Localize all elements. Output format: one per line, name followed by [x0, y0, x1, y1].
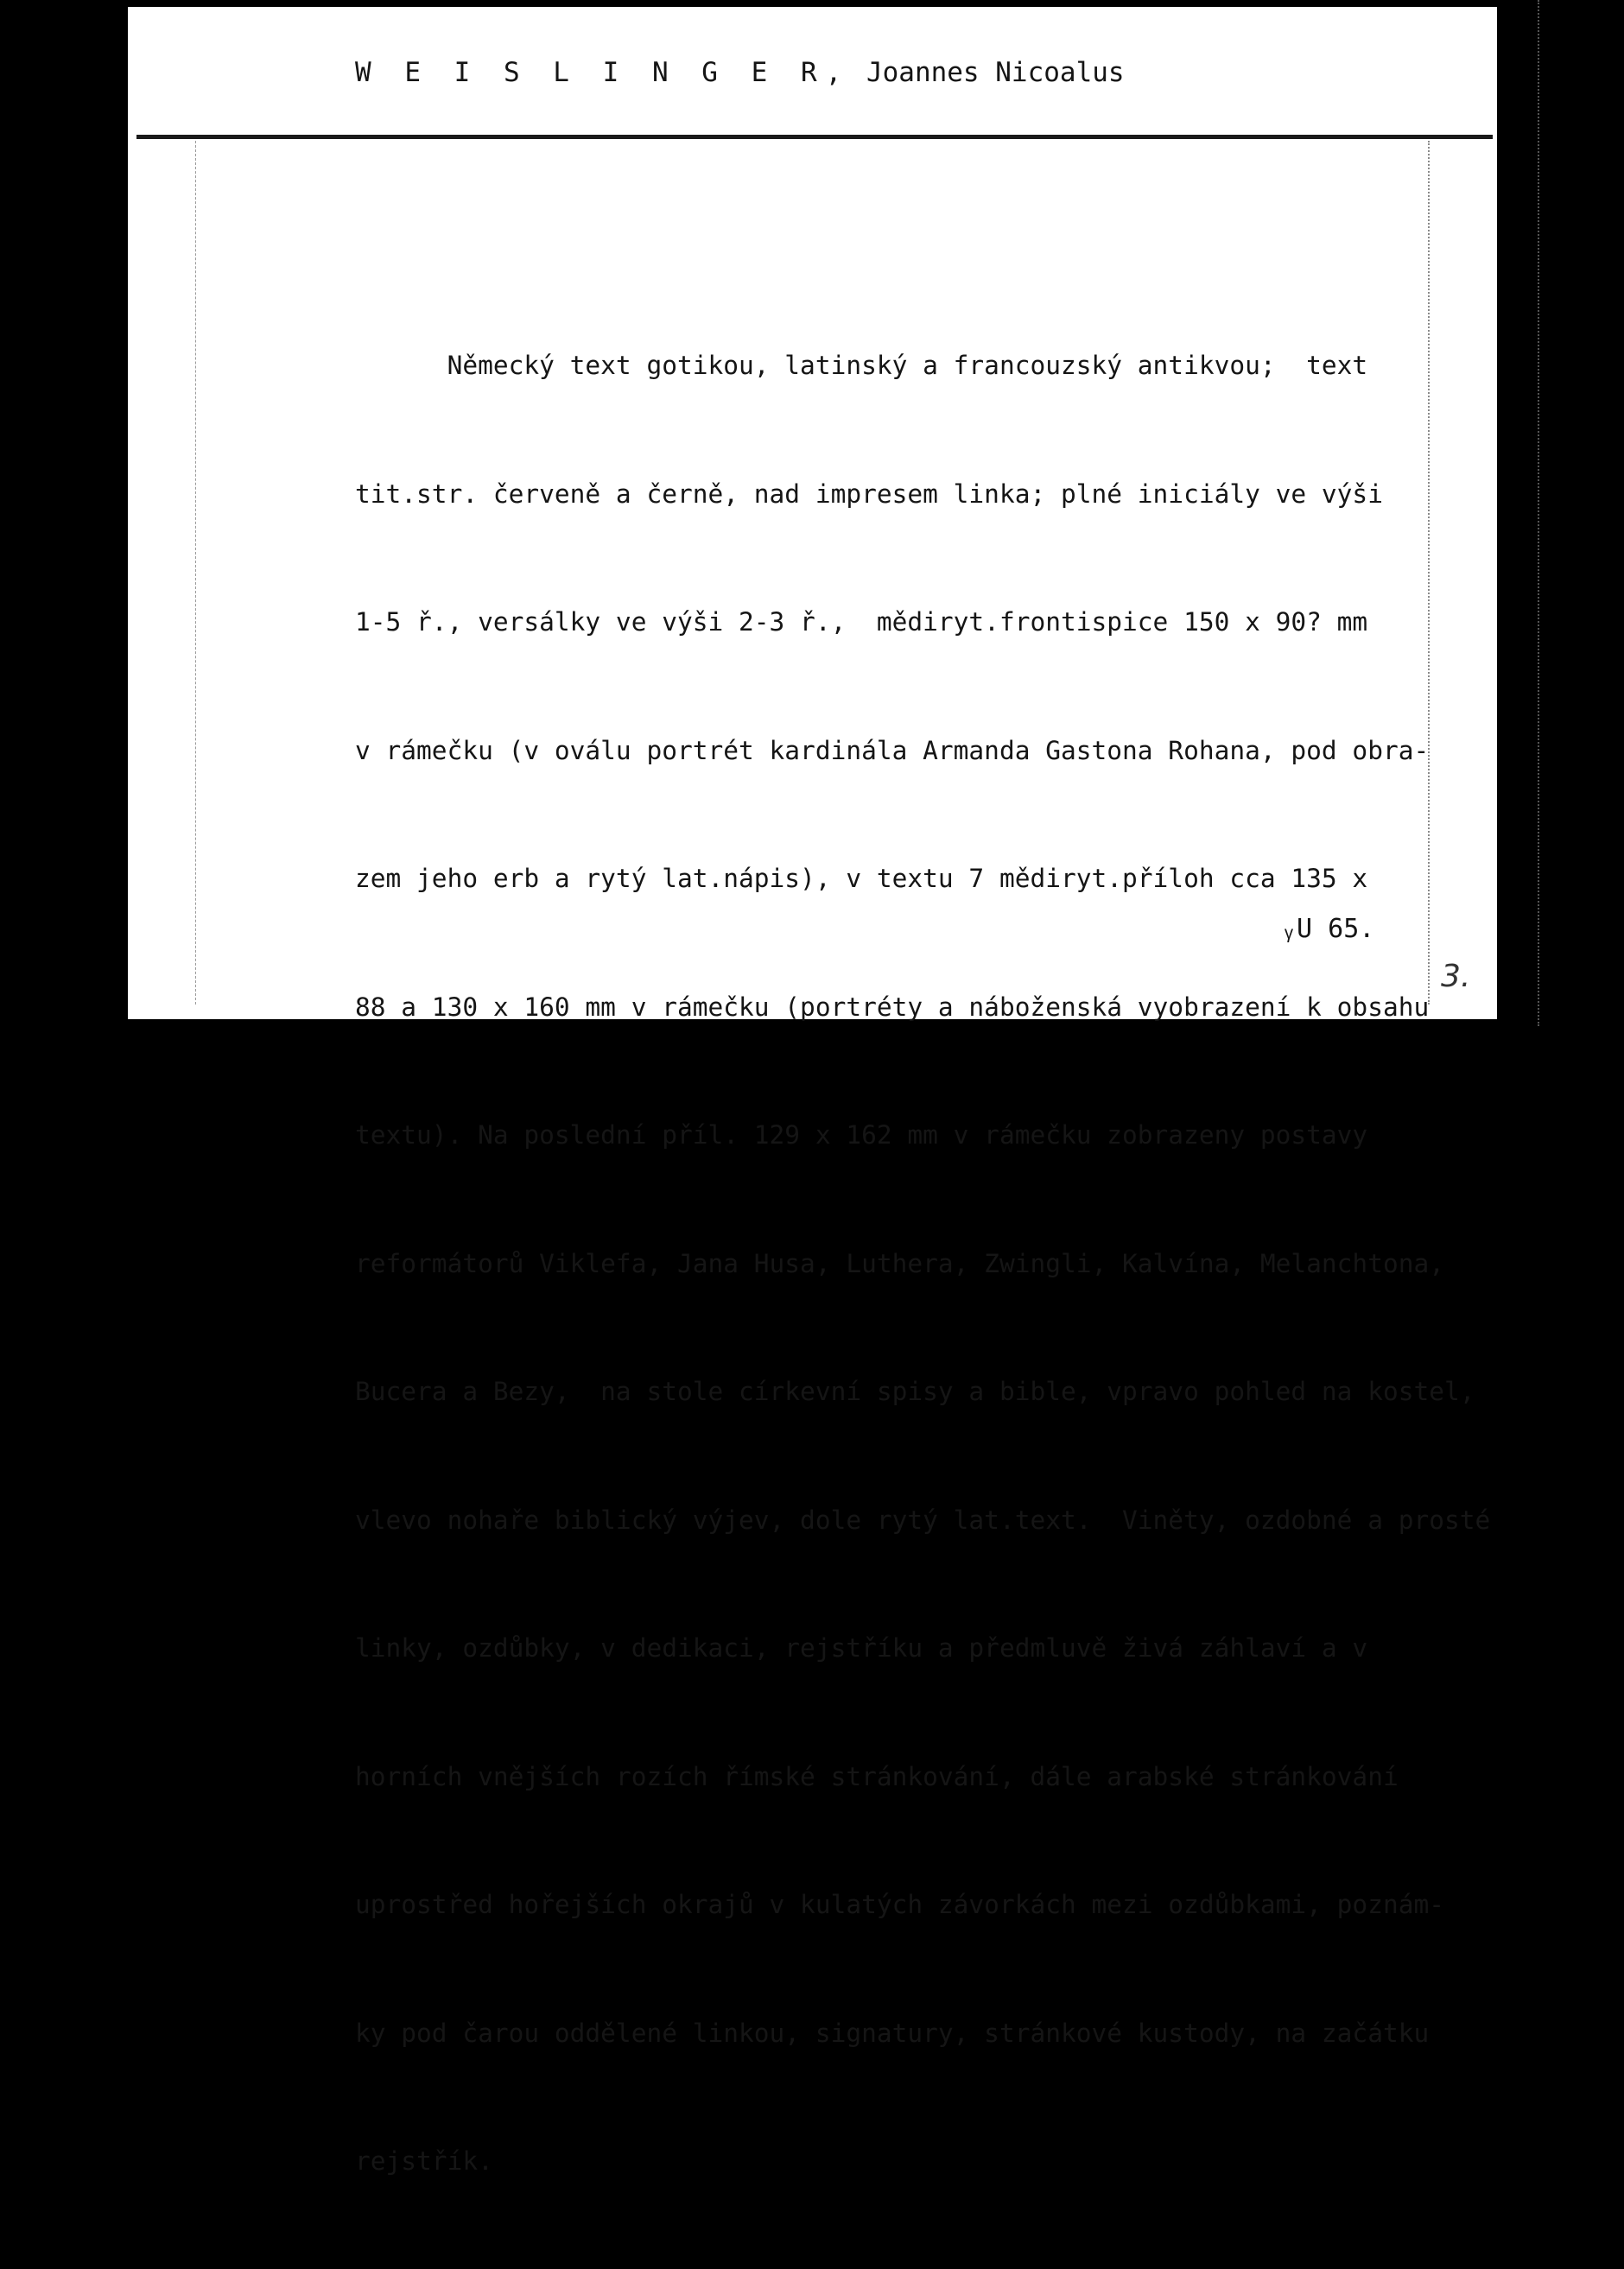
text-line: reformátorů Viklefa, Jana Husa, Luthera, Zwingli, Kalvína, Melanchtona,	[355, 1248, 1444, 1278]
card-heading	[355, 57, 1125, 88]
card-number: 3.	[1441, 959, 1471, 994]
text-line: Bucera a Bezy, na stole církevní spisy a bible, vpravo pohled na kostel,	[355, 1377, 1475, 1406]
left-margin-line	[195, 141, 196, 1005]
catalog-card	[128, 7, 1497, 2176]
text-line: zem jeho erb a rytý lat.nápis), v textu 7 mědiryt.příloh cca 135 x	[355, 864, 1368, 893]
text-line: linky, ozdůbky, v dedikaci, rejstříku a předmluvě živá záhlaví a v	[355, 1633, 1368, 1663]
text-line: vlevo nohaře biblický výjev, dole rytý lat.text. Viněty, ozdobné a prosté	[355, 1505, 1491, 1535]
description-text	[355, 259, 1616, 2269]
text-line: rejstřík.	[355, 2146, 493, 2176]
scan-edge	[1538, 0, 1551, 1026]
text-line: 1-5 ř., versálky ve výši 2-3 ř., mědiryt.frontispice 150 x 90? mm	[355, 607, 1368, 637]
text-line: Německý text gotikou, latinský a francouzský antikvou; text	[355, 351, 1368, 380]
text-line: v rámečku (v oválu portrét kardinála Armanda Gastona Rohana, pod obra-	[355, 735, 1430, 765]
author-given-names: Joannes Nicoalus	[866, 57, 1125, 88]
text-line: uprostřed hořejších okrajů v kulatých závorkách mezi ozdůbkami, poznám-	[355, 1890, 1444, 1919]
author-surname: W E I S L I N G E R,	[355, 57, 851, 88]
text-line: ky pod čarou oddělené linkou, signatury, stránkové kustody, na začátku	[355, 2018, 1430, 2048]
text-line: tit.str. červeně a černě, nad impresem linka; plné iniciály ve výši	[355, 479, 1383, 509]
shelf-signature: ᵧU 65.	[1281, 914, 1375, 944]
text-line: 88 a 130 x 160 mm v rámečku (portréty a náboženská vyobrazení k obsahu	[355, 992, 1430, 1022]
text-line: horních vnějších rozích římské stránkování, dále arabské stránkování	[355, 1761, 1399, 1791]
heading-rule	[136, 135, 1493, 139]
text-line: textu). Na poslední příl. 129 x 162 mm v rámečku zobrazeny postavy	[355, 1120, 1368, 1150]
